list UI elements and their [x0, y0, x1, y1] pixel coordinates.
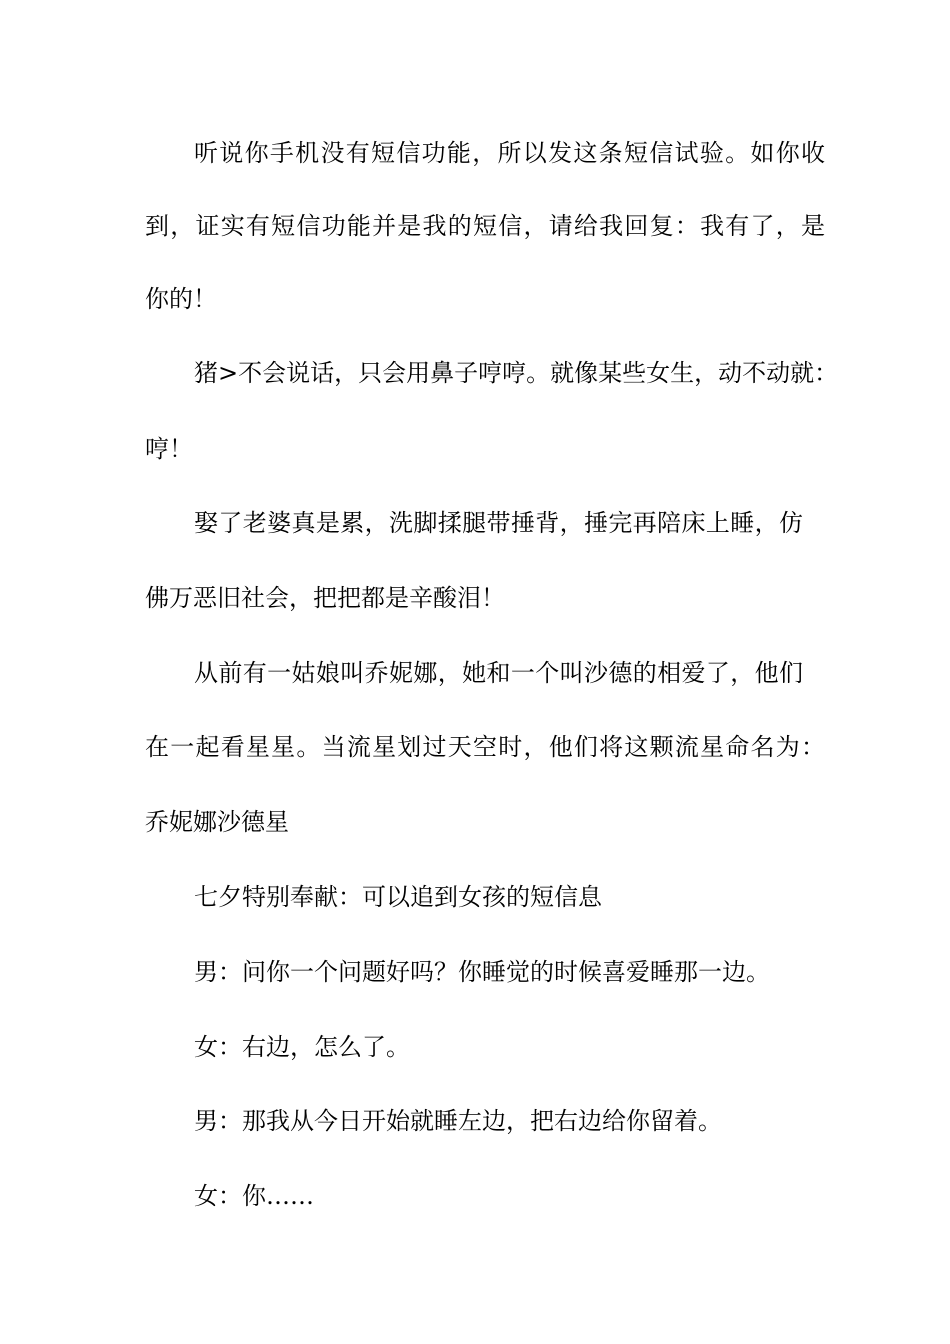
paragraph-8-line-1: 男：那我从今日开始就睡左边，把右边给你留着。 — [194, 1107, 722, 1135]
paragraph-7-line-1: 女：右边，怎么了。 — [194, 1033, 410, 1061]
paragraph-5-line-1: 七夕特别奉献：可以追到女孩的短信息 — [194, 883, 602, 911]
paragraph-2-line-1: 猪>不会说话，只会用鼻子哼哼。就像某些女生，动不动就： — [194, 359, 839, 387]
paragraph-3-line-1: 娶了老婆真是累，洗脚揉腿带捶背，捶完再陪床上睡，仿 — [194, 509, 803, 537]
paragraph-2-line-2: 哼！ — [145, 435, 193, 463]
paragraph-1-line-2: 到，证实有短信功能并是我的短信，请给我回复：我有了，是 — [145, 212, 825, 240]
paragraph-4-line-2: 在一起看星星。当流星划过天空时，他们将这颗流星命名为： — [145, 733, 825, 761]
paragraph-9-line-1: 女：你…… — [194, 1182, 314, 1210]
paragraph-3-line-2: 佛万恶旧社会，把把都是辛酸泪！ — [145, 584, 505, 612]
paragraph-4-line-1: 从前有一姑娘叫乔妮娜，她和一个叫沙德的相爱了，他们 — [194, 659, 803, 687]
paragraph-4-line-3: 乔妮娜沙德星 — [145, 808, 289, 836]
paragraph-1-line-3: 你的！ — [145, 285, 217, 313]
paragraph-6-line-1: 男：问你一个问题好吗？你睡觉的时候喜爱睡那一边。 — [194, 958, 770, 986]
paragraph-1-line-1: 听说你手机没有短信功能，所以发这条短信试验。如你收 — [194, 139, 825, 167]
